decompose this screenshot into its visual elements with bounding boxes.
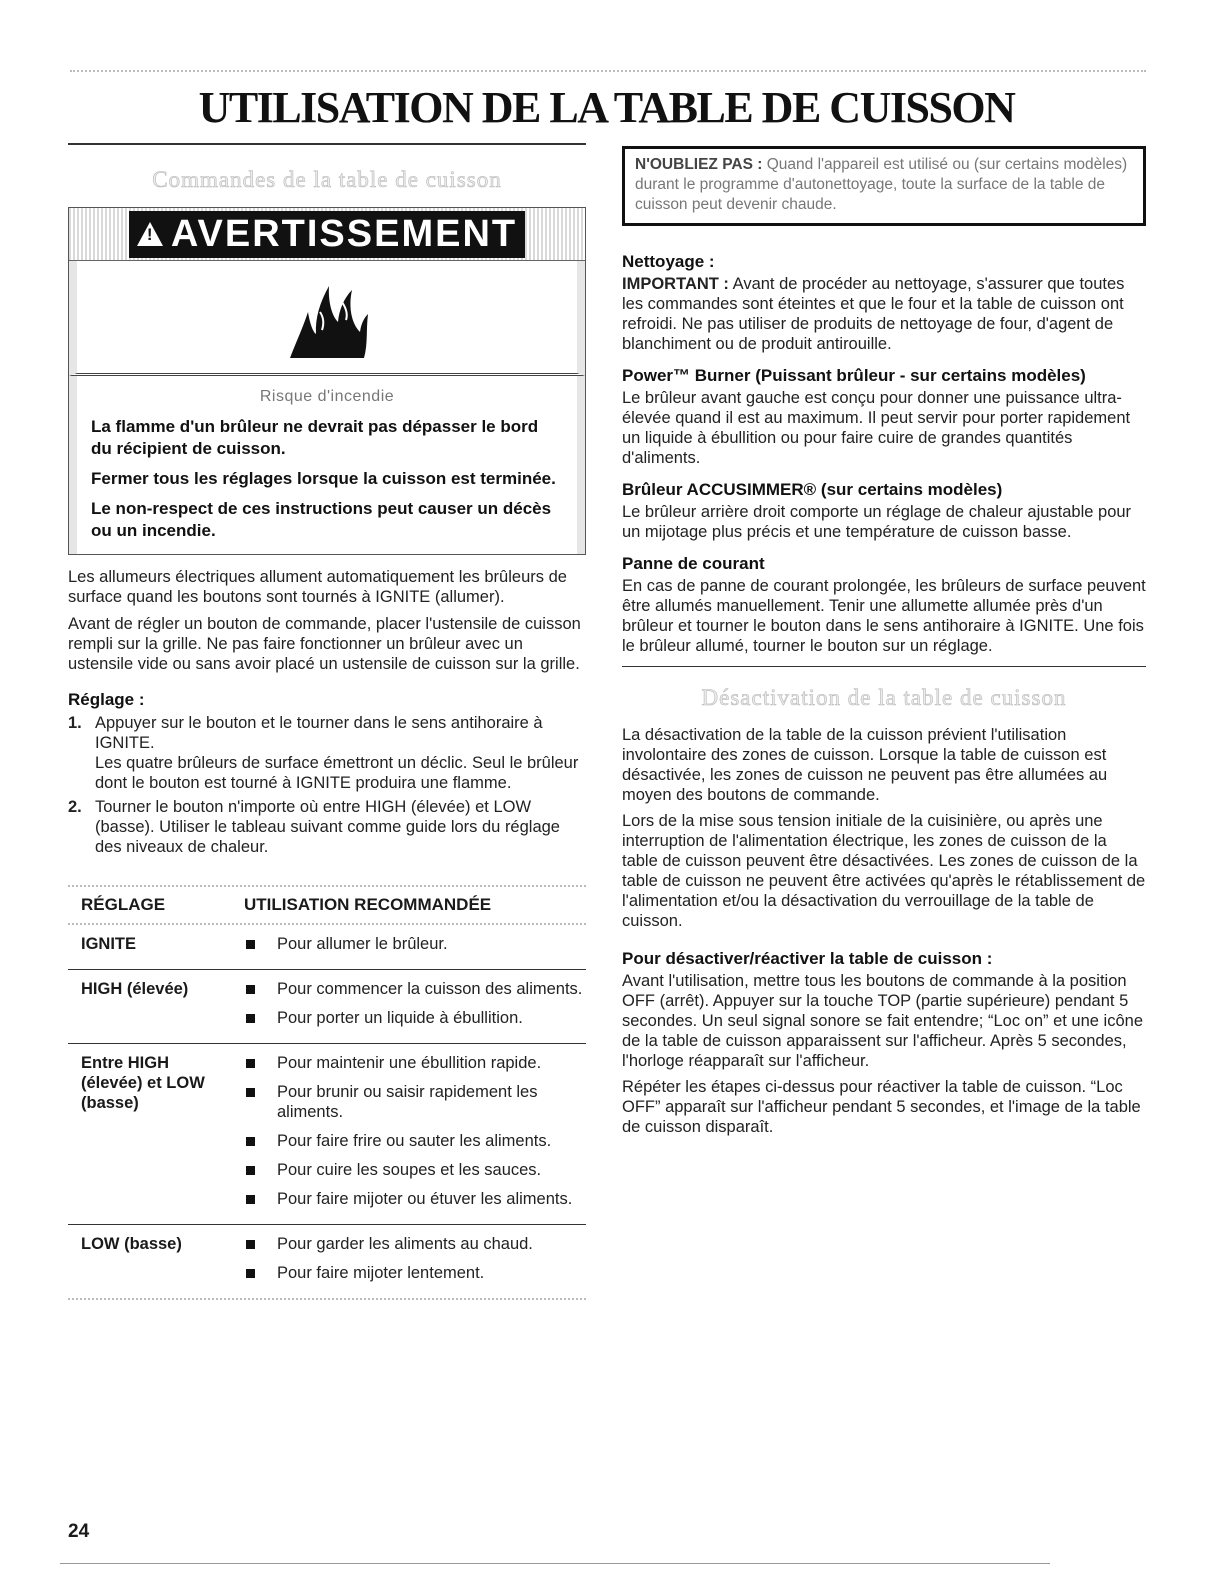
- section-title-desactivation: Désactivation de la table de cuisson: [701, 685, 1067, 710]
- paragraph-power-burner: Le brûleur avant gauche est conçu pour donner une puissance ultra-élevée quand il est au maximum. Il peut servir pour porter rapidement un liquide à ébullition ou pour faire cuire de grandes quantités d'aliments.: [622, 389, 1131, 467]
- settings-table: [68, 885, 586, 1300]
- paragraph-accusimmer: Le brûleur arrière droit comporte un réglage de chaleur ajustable pour un mijotage plus précis et une température de cuisson basse.: [622, 503, 1132, 541]
- bullet-square-icon: [246, 1166, 255, 1175]
- list-item: Pour faire mijoter ou étuver les aliments.: [244, 1189, 586, 1209]
- table-header-row: [68, 887, 586, 925]
- heading-panne: Panne de courant: [622, 554, 765, 573]
- paragraph-important: [622, 274, 1146, 354]
- step-text: Tourner le bouton n'importe où entre HIGH (élevée) et LOW (basse). Utiliser le tableau suivant comme guide lors du réglage des niveaux de chaleur.: [95, 798, 560, 856]
- column-header: UTILISATION RECOMMANDÉE: [244, 895, 492, 914]
- heading-accusimmer: Brûleur ACCUSIMMER® (sur certains modèles): [622, 480, 1003, 499]
- setting-cell: LOW (basse): [81, 1235, 182, 1253]
- section-rule: [68, 143, 586, 145]
- step-number: 1.: [68, 714, 82, 732]
- paragraph-panne: En cas de panne de courant prolongée, les brûleurs de surface peuvent être allumés manuellement. Tenir une allumette allumée près d'un brûleur et tourner le bouton dans le sens antihoraire à IGNITE. Une fois le brûleur allumé, tourner le bouton sur un réglage.: [622, 577, 1146, 655]
- bullet-square-icon: [246, 985, 255, 994]
- list-item: [68, 797, 586, 857]
- warning-triangle-icon: !: [137, 222, 163, 246]
- important-text: Avant de procéder au nettoyage, s'assurer que toutes les commandes sont éteintes et que le four et la table de cuisson ont refroidi. Ne pas utiliser de produits de nettoyage de four, d'agent de blanchiment ou de produit antirouille.: [622, 275, 1125, 353]
- list-item: Pour brunir ou saisir rapidement les aliments.: [244, 1082, 586, 1122]
- table-row: [68, 1044, 586, 1225]
- setting-cell: IGNITE: [81, 935, 137, 953]
- warning-banner-text: AVERTISSEMENT: [170, 212, 518, 255]
- paragraph-pour-1: Avant l'utilisation, mettre tous les boutons de commande à la position OFF (arrêt). Appuyer sur la touche TOP (partie supérieure) pendant 5 secondes. Un seul signal sonore se fait entendre; “Loc on” et une icône de la table de cuisson apparaissent sur l'afficheur. Après 5 secondes, l'horloge réapparaît sur l'afficheur.: [622, 972, 1143, 1070]
- heading-nettoyage: Nettoyage :: [622, 252, 715, 271]
- paragraph-allumeurs: Les allumeurs électriques allument automatiquement les brûleurs de surface quand les boutons sont tournés à IGNITE (allumer).: [68, 568, 567, 606]
- note-text: Quand l'appareil est utilisé ou (sur certains modèles) durant le programme d'autonettoyage, toute la surface de la table de cuisson peut devenir chaude.: [635, 156, 1128, 213]
- right-column: [622, 143, 1146, 1149]
- reminder-note-box: [622, 146, 1146, 226]
- paragraph-pour-2: Répéter les étapes ci-dessus pour réactiver la table de cuisson. “Loc OFF” apparaît sur l'afficheur pendant 5 secondes, et l'image de la table de cuisson disparaît.: [622, 1078, 1141, 1136]
- bottom-rule: [60, 1563, 1050, 1564]
- note-label: N'OUBLIEZ PAS :: [635, 156, 763, 173]
- list-item: Pour allumer le brûleur.: [244, 934, 586, 954]
- list-item: Pour garder les aliments au chaud.: [244, 1234, 586, 1254]
- bullet-square-icon: [246, 1059, 255, 1068]
- column-header: RÉGLAGE: [81, 895, 166, 914]
- warning-body: [69, 376, 585, 554]
- bullet-square-icon: [246, 1088, 255, 1097]
- fire-picture-row: [69, 261, 585, 376]
- list-item: Pour faire mijoter lentement.: [244, 1263, 586, 1283]
- bullet-square-icon: [246, 1269, 255, 1278]
- bullet-square-icon: [246, 1240, 255, 1249]
- fire-icon: [282, 272, 372, 362]
- list-item: Pour porter un liquide à ébullition.: [244, 1008, 586, 1028]
- warning-box: [68, 207, 586, 555]
- section-rule: [622, 666, 1146, 667]
- page-title: UTILISATION DE LA TABLE DE CUISSON: [198, 83, 1015, 132]
- warning-line: Le non-respect de ces instructions peut causer un décès ou un incendie.: [91, 499, 552, 540]
- step-text: Appuyer sur le bouton et le tourner dans le sens antihoraire à IGNITE.: [95, 714, 543, 752]
- list-item: Pour faire frire ou sauter les aliments.: [244, 1131, 586, 1151]
- left-column: [68, 143, 586, 1300]
- step-subtext: Les quatre brûleurs de surface émettront un déclic. Seul le brûleur dont le bouton est tourné à IGNITE produira une flamme.: [95, 754, 579, 792]
- warning-line: Fermer tous les réglages lorsque la cuisson est terminée.: [91, 469, 556, 488]
- table-row: [68, 925, 586, 970]
- list-item: Pour cuire les soupes et les sauces.: [244, 1160, 586, 1180]
- paragraph-desactivation-2: Lors de la mise sous tension initiale de la cuisinière, ou après une interruption de l'alimentation électrique, les zones de cuisson de la table de cuisson peuvent être désactivées. Les zones de cuisson de la table de cuisson ne peuvent être activées qu'après le rétablissement de l'alimentation et/ou la désactivation du verrouillage de la table de cuisson.: [622, 812, 1146, 930]
- bullet-square-icon: [246, 1195, 255, 1204]
- top-dotted-rule: [70, 70, 1146, 72]
- list-item: Pour maintenir une ébullition rapide.: [244, 1053, 586, 1073]
- bullet-square-icon: [246, 1137, 255, 1146]
- paragraph-avant-regler: Avant de régler un bouton de commande, placer l'ustensile de cuisson rempli sur la grille. Ne pas faire fonctionner un brûleur avec un ustensile vide ou sans avoir placé un ustensile de cuisson sur la grille.: [68, 615, 581, 673]
- heading-pour-desactiver: Pour désactiver/réactiver la table de cuisson :: [622, 949, 993, 968]
- list-item: [68, 713, 586, 793]
- setting-cell: HIGH (élevée): [81, 980, 189, 998]
- section-title-commandes: Commandes de la table de cuisson: [152, 167, 502, 192]
- bullet-square-icon: [246, 1014, 255, 1023]
- table-row: [68, 1225, 586, 1300]
- heading-power-burner: Power™ Burner (Puissant brûleur - sur certains modèles): [622, 366, 1086, 385]
- risk-label: Risque d'incendie: [259, 388, 395, 405]
- steps-list: [68, 713, 586, 857]
- important-label: IMPORTANT :: [622, 275, 729, 293]
- warning-line: La flamme d'un brûleur ne devrait pas dépasser le bord du récipient de cuisson.: [91, 417, 539, 458]
- paragraph-desactivation-1: La désactivation de la table de la cuisson prévient l'utilisation involontaire des zones de cuisson. Lorsque la table de cuisson est désactivée, les zones de cuisson ne peuvent pas être allumées au moyen des boutons de commande.: [622, 726, 1108, 804]
- page-number: 24: [68, 1521, 90, 1542]
- heading-reglage: Réglage :: [68, 690, 145, 709]
- bullet-square-icon: [246, 940, 255, 949]
- warning-banner: [69, 208, 585, 261]
- step-number: 2.: [68, 798, 82, 816]
- list-item: Pour commencer la cuisson des aliments.: [244, 979, 586, 999]
- setting-cell: Entre HIGH (élevée) et LOW (basse): [81, 1054, 205, 1112]
- table-row: [68, 970, 586, 1044]
